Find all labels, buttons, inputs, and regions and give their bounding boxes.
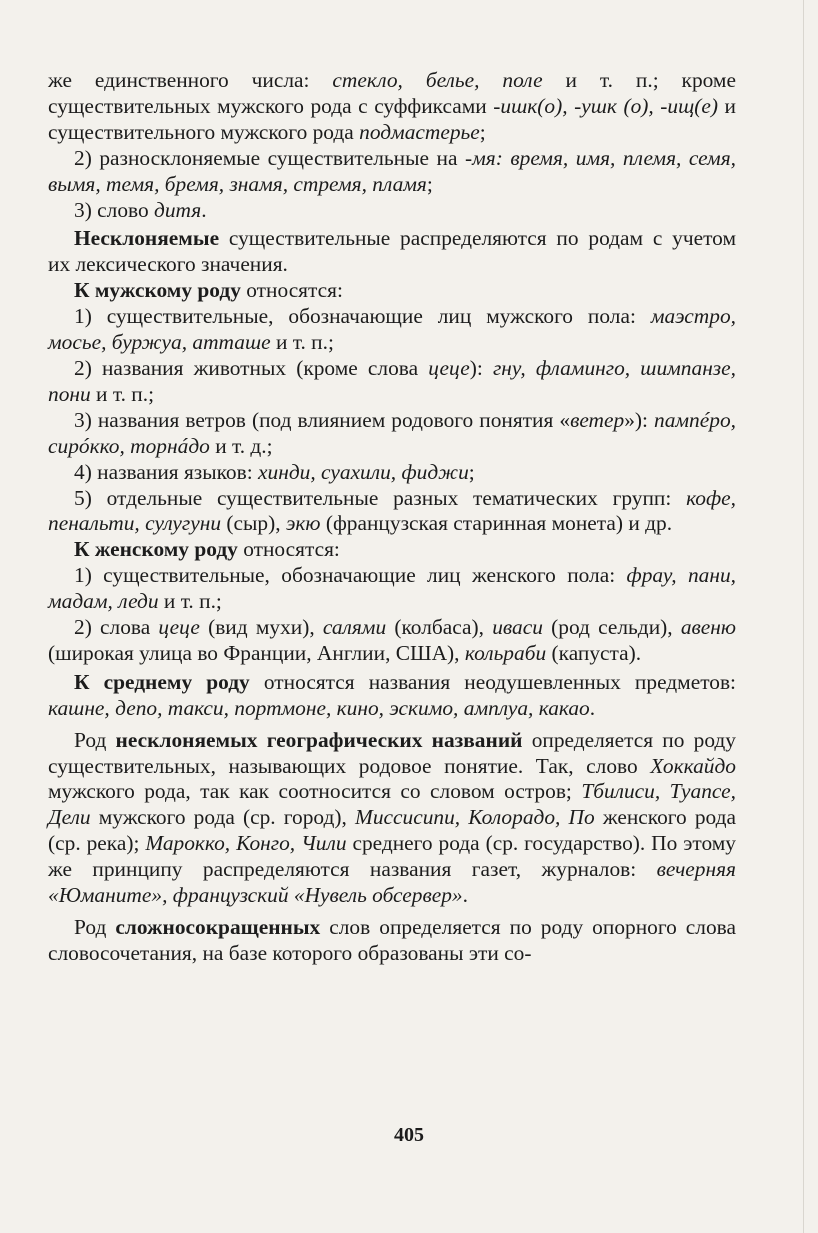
text-run: ; — [479, 119, 486, 144]
italic-example: вечерняя «Юманите», французский «Нувель обсервер» — [48, 857, 736, 908]
text-run: относятся названия неодушевленных предметов: — [249, 669, 736, 694]
text-run: 5) отдельные существительные разных тематических групп: — [74, 485, 687, 510]
italic-example: цеце — [158, 615, 200, 640]
paragraph-feminine-1 — [48, 563, 736, 615]
text-run: мужского рода, так как соотносится со словом остров; — [48, 779, 582, 804]
text-run: 3) слово — [74, 197, 155, 222]
text-run: Род — [74, 915, 116, 939]
italic-example: ветер — [570, 407, 625, 432]
paragraph-geographic — [48, 728, 736, 909]
text-run: (широкая улица во Франции, Англии, США), — [48, 640, 465, 665]
bold-term: Несклоняемые — [74, 226, 220, 251]
text-run: относятся: — [240, 278, 343, 303]
text-run: 1) существительные, обозначающие лиц мужского пола: — [74, 304, 651, 329]
text-run: женского рода (ср. река); — [48, 805, 737, 856]
text-run: (род сельди), — [542, 615, 681, 640]
paragraph-masculine-3 — [48, 408, 736, 460]
italic-example: Хоккайдо — [650, 753, 736, 778]
italic-example: -ишк(о), -ушк (о), -ищ(е) — [493, 93, 718, 118]
text-run: и т. д.; — [209, 433, 273, 458]
italic-example: Марокко, Конго, Чили — [145, 831, 347, 856]
italic-example: цеце — [428, 355, 470, 380]
text-run: и существительного мужского рода — [48, 93, 737, 144]
italic-example: дитя — [154, 197, 202, 222]
text-run: определяется по роду существительных, называющих родовое понятие. Так, слово — [48, 727, 736, 778]
text-run: 2) слова — [74, 615, 159, 640]
paragraph-ditya — [48, 198, 736, 224]
paragraph-abbreviations — [48, 915, 736, 967]
bold-term: сложносокращенных — [115, 915, 321, 939]
italic-example: кофе, пенальти, сулугуни — [48, 485, 736, 536]
page-edge — [803, 0, 804, 1233]
italic-example: Миссисипи, Колорадо, По — [355, 805, 595, 830]
text-run: мужского рода (ср. город), — [90, 805, 356, 830]
text-run: и т. п.; — [158, 589, 222, 614]
paragraph-indeclinable — [48, 226, 736, 278]
text-run: (колбаса), — [386, 615, 493, 640]
italic-example: авеню — [680, 615, 736, 640]
text-run: »): — [624, 407, 655, 432]
text-run: . — [201, 197, 207, 222]
italic-example: гну, фламинго, шимпанзе, пони — [48, 355, 736, 406]
page-number: 405 — [394, 1124, 424, 1146]
text-run: ; — [426, 171, 433, 196]
bold-term: К среднему роду — [74, 669, 250, 694]
text-run: и т. п.; кроме существительных мужского рода с суффиксами — [48, 68, 736, 118]
italic-example: иваси — [492, 615, 543, 640]
italic-example: Тбилиси, Туапсе, Дели — [48, 779, 736, 830]
italic-example: подмастерье — [359, 119, 480, 144]
text-run: существительные распределяются по родам с учетом их лексического значения. — [48, 226, 736, 277]
bold-term: К мужскому роду — [74, 278, 241, 303]
bold-term: К женскому роду — [74, 537, 238, 562]
text-run: (вид мухи), — [199, 615, 323, 640]
text-run: (капуста). — [546, 640, 642, 665]
italic-example: кашне, депо, такси, портмоне, кино, эскимо, амплуа, какао — [48, 695, 590, 720]
text-run: относятся: — [237, 537, 340, 562]
paragraph-neuter — [48, 670, 736, 722]
paragraph-masculine-4 — [48, 460, 736, 486]
italic-example: пампéро, сирóкко, торнáдо — [48, 407, 736, 458]
text-run: . — [462, 883, 468, 908]
italic-example: экю — [285, 511, 321, 536]
text-run: же единственного числа: — [48, 68, 333, 92]
paragraph-feminine-heading — [48, 537, 736, 563]
italic-example: маэстро, мосье, буржуа, атташе — [48, 304, 736, 355]
text-run: слов определяется по роду опорного слова словосочетания, на базе которого образованы эти со- — [48, 915, 736, 965]
paragraph-heteroclitic — [48, 146, 736, 198]
italic-example: фрау, пани, мадам, леди — [48, 563, 736, 614]
text-run: (французская старинная монета) и др. — [320, 511, 673, 536]
paragraph-masculine-1 — [48, 304, 736, 356]
italic-example: салями — [322, 615, 387, 640]
text-run: (сыр), — [221, 511, 286, 536]
italic-example: стекло, белье, поле — [332, 68, 543, 92]
italic-example: кольраби — [464, 640, 547, 665]
text-run: ): — [469, 355, 493, 380]
bold-term: несклоняемых географических названий — [115, 727, 523, 752]
text-run: ; — [468, 459, 475, 484]
text-run: Род — [74, 727, 116, 752]
paragraph-masculine-heading — [48, 278, 736, 304]
paragraph-feminine-2 — [48, 615, 736, 667]
text-run: и т. п.; — [270, 330, 334, 355]
text-run: . — [589, 695, 596, 720]
text-run: 2) разносклоняемые существительные на — [74, 145, 465, 170]
text-run: 3) названия ветров (под влиянием родового понятия « — [74, 407, 571, 432]
text-run: 4) названия языков: — [74, 459, 259, 484]
paragraph-continuation — [48, 68, 736, 146]
italic-example: -мя: время, имя, племя, семя, вымя, темя, бремя, знамя, стремя, пламя — [48, 145, 736, 196]
document-text — [48, 68, 736, 967]
text-run: 2) названия животных (кроме слова — [74, 355, 429, 380]
text-run: 1) существительные, обозначающие лиц женского пола: — [74, 563, 627, 588]
paragraph-masculine-5 — [48, 486, 736, 538]
text-run: среднего рода (ср. государство). По этому же принципу распределяются названия газет, журналов: — [48, 831, 736, 882]
italic-example: хинди, суахили, фиджи — [258, 459, 469, 484]
text-run: и т. п.; — [90, 381, 155, 406]
paragraph-masculine-2 — [48, 356, 736, 408]
